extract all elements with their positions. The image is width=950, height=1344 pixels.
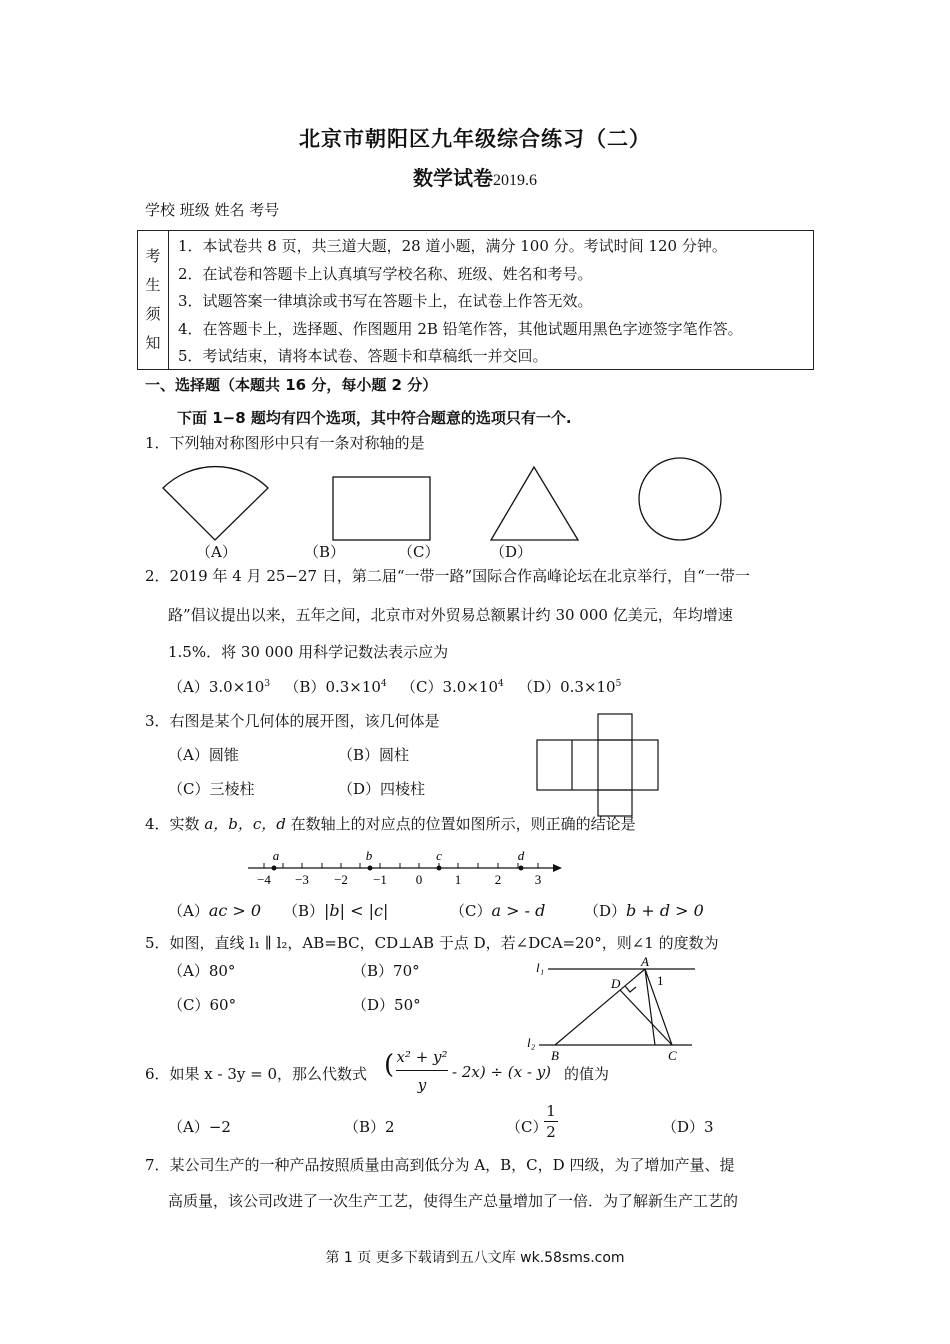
q4-option-a: （A）ac > 0 [168,901,262,920]
notice-side-char: 生 [145,276,161,294]
q5-stem: 5．如图，直线 l₁ ∥ l₂，AB=BC，CD⊥AB 于点 D，若∠DCA=20°，则∠1 的度数为 [145,934,719,952]
point-c-label: c [436,848,442,863]
q5-option-c: （C）60° [168,996,237,1014]
notice-side-char: 考 [145,247,161,265]
page-footer: 第 1 页 更多下载请到五八文库 wk.58sms.com [325,1250,625,1266]
q6-option-b: （B）2 [344,1118,395,1136]
notice-item: 4．在答题卡上，选择题、作图题用 2B 铅笔作答，其他试题用黑色字迹签字笔作答。 [178,319,743,338]
notice-item: 1．本试卷共 8 页，共三道大题，28 道小题，满分 100 分。考试时间 120 分钟。 [178,237,727,255]
q3-option-c: （C）三棱柱 [168,780,255,798]
point-d-label: d [517,848,525,863]
q2-option-c: $(C)3.0\times 10^4$ [401,678,504,696]
tick-label: −3 [295,872,309,887]
point-a-label: a [272,848,280,863]
label-b: B [551,1048,559,1063]
notice-item: 3．试题答案一律填涂或书写在答题卡上，在试卷上作答无效。 [178,292,593,310]
q5-option-a: （A）80° [168,962,236,980]
q2-option-a: $(A)3.0\times 10^3$ [168,678,271,696]
tick-label: 1 [454,872,462,887]
q7-line2: 高质量，该公司改进了一次生产工艺，使得生产总量增加了一倍．为了解新生产工艺的 [168,1192,739,1210]
notice-item: 5．考试结束，请将本试卷、答题卡和草稿纸一并交回。 [178,347,548,365]
label-l2: l₂ [527,1035,536,1050]
tick-label: 0 [415,872,423,887]
q2-line3: 1.5%．将 30 000 用科学记数法表示应为 [168,643,449,661]
label-angle-1: 1 [657,973,664,988]
point-b-label: b [365,848,373,863]
q7-line1: 7．某公司生产的一种产品按照质量由高到低分为 A，B，C，D 四级，为了增加产量、提 [145,1156,735,1174]
q3-option-a: （A）圆锥 [168,746,239,764]
q5-option-d: （D）50° [352,996,421,1014]
q1-label-a: （A） [196,543,237,561]
section-heading: 一、选择题（本题共 16 分，每小题 2 分） [145,376,438,394]
q1-label-c: （C） [398,543,440,561]
tick-label: −1 [373,872,387,887]
label-d: D [611,976,621,991]
q2-line2: 路”倡议提出以来，五年之间，北京市对外贸易总额累计约 30 000 亿美元，年均增速 [168,606,733,624]
q6-option-a: （A）−2 [168,1118,231,1136]
label-l1: l₁ [536,960,545,975]
q3-option-d: （D）四棱柱 [338,780,426,798]
q2-option-b: $(B)0.3\times 10^4$ [284,678,387,696]
notice-side-char: 须 [145,305,161,323]
label-c: C [668,1048,677,1063]
q3-option-b: （B）圆柱 [338,746,410,764]
q4-option-c: （C）a > - d [450,901,546,920]
notice-side-char: 知 [145,334,161,352]
q4-stem: 4．实数 a，b，c，d 在数轴上的对应点的位置如图所示，则正确的结论是 [145,815,636,833]
q6-option-c: （C） [506,1118,548,1136]
q2-option-d: $(D)0.3\times 10^5$ [518,678,622,696]
exam-date: 2019.6 [493,172,537,189]
q5-option-b: （B）70° [352,962,420,980]
q1-label-b: （B） [304,543,346,561]
q3-stem: 3．右图是某个几何体的展开图，该几何体是 [145,712,440,730]
label-a: A [641,954,649,969]
q4-option-b: （B）|b| < |c| [283,901,389,920]
notice-item: 2．在试卷和答题卡上认真填写学校名称、班级、姓名和考号。 [178,264,593,283]
tick-label: 2 [494,872,502,887]
tick-label: 3 [534,872,542,887]
q6-stem: 6．如果 x - 3y = 0，那么代数式 [145,1065,368,1083]
section-instruction: 下面 1−8 题均有四个选项，其中符合题意的选项只有一个. [177,409,572,427]
q2-line1: 2．2019 年 4 月 25−27 日，第二届“一带一路”国际合作高峰论坛在北京举行，自“一带一 [145,567,750,585]
tick-label: −4 [257,872,271,887]
q1-stem: 1．下列轴对称图形中只有一条对称轴的是 [145,434,425,452]
q6-option-c-fraction: 1 2 [544,1102,558,1141]
tick-label: −2 [334,872,348,887]
q1-label-d: （D） [490,543,533,561]
student-info-line: 学校 班级 姓名 考号 [145,201,280,219]
q6-option-d: （D）3 [662,1118,714,1136]
page-title: 北京市朝阳区九年级综合练习（二） [299,127,651,151]
q4-option-d: （D）b + d > 0 [584,901,704,920]
subject-title: 数学试卷 [413,166,493,190]
